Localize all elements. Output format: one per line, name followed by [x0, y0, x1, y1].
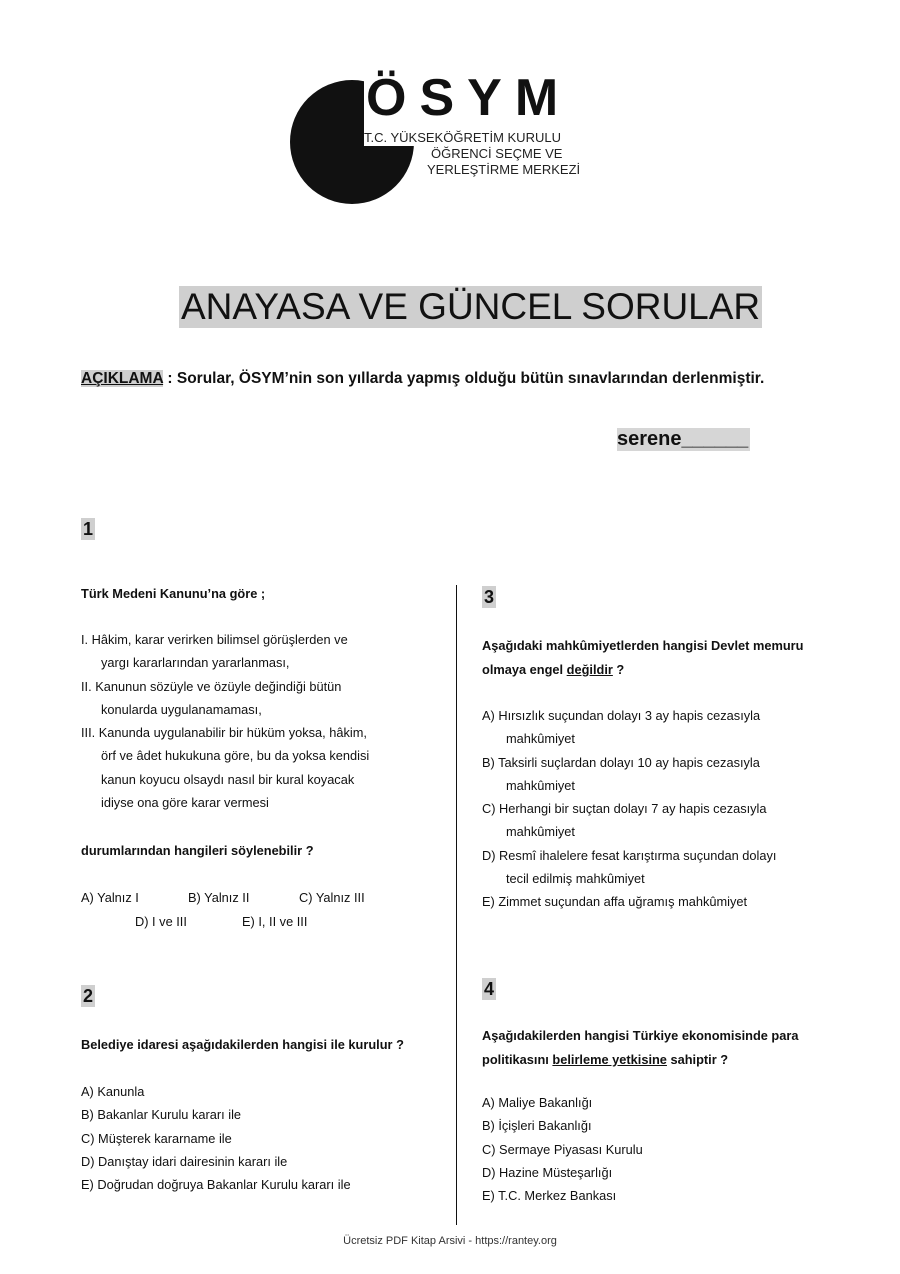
q2-option-d: D) Danıştay idari dairesinin kararı ile: [81, 1153, 288, 1169]
osym-logo: [288, 69, 618, 209]
explanation-label: AÇIKLAMA: [81, 370, 164, 387]
explanation-text: : Sorular, ÖSYM’nin son yıllarda yapmış olduğu bütün sınavlarından derlenmiştir.: [163, 370, 765, 387]
q1-item-line: III. Kanunda uygulanabilir bir hüküm yoksa, hâkim,: [81, 725, 367, 741]
question-number-2: 2: [83, 986, 94, 1006]
question-2-stem: Belediye idaresi aşağıdakilerden hangisi ile kurulur ?: [81, 1037, 404, 1052]
q1-item-line: örf ve âdet hukukuna göre, bu da yoksa kendisi: [101, 748, 370, 764]
explanation: [81, 370, 764, 388]
question-1-prompt: durumlarından hangileri söylenebilir ?: [81, 843, 314, 858]
q1-option-c: C) Yalnız III: [299, 890, 365, 905]
q3-option-line: E) Zimmet suçundan affa uğramış mahkûmiyet: [482, 894, 748, 910]
q3-option-line: D) Resmî ihalelere fesat karıştırma suçundan dolayı: [482, 847, 777, 863]
question-number-4: 4: [484, 979, 495, 999]
q3-option-line: mahkûmiyet: [506, 824, 575, 840]
q3-option-line: mahkûmiyet: [506, 731, 575, 747]
q2-option-c: C) Müşterek kararname ile: [81, 1130, 232, 1146]
question-1-stem: Türk Medeni Kanunu’na göre ;: [81, 586, 266, 601]
logo-line-3: YERLEŞTİRME MERKEZİ: [427, 162, 581, 177]
q4-stem-emphasis: belirleme yetkisine: [552, 1052, 667, 1067]
q1-item-line: konularda uygulanamaması,: [101, 701, 262, 717]
q3-stem-emphasis: değildir: [566, 662, 613, 677]
question-4-stem: [482, 1024, 844, 1072]
question-3-stem: [482, 634, 844, 682]
q1-item-line: II. Kanunun sözüyle ve özüyle değindiği bütün: [81, 678, 342, 694]
footer-text: Ücretsiz PDF Kitap Arsivi - https://rantey.org: [343, 1235, 557, 1247]
q3-option-line: B) Taksirli suçlardan dolayı 10 ay hapis cezasıyla: [482, 754, 760, 770]
q3-stem-pre: olmaya engel: [482, 662, 567, 677]
q3-option-line: C) Herhangi bir suçtan dolayı 7 ay hapis cezasıyla: [482, 801, 767, 817]
q1-option-b: B) Yalnız II: [188, 890, 250, 905]
q4-stem-post: sahiptir ?: [666, 1052, 729, 1067]
question-2-options: [81, 1080, 351, 1196]
q1-item-line: idiyse ona göre karar vermesi: [101, 795, 269, 811]
q3-stem-line-2: [482, 658, 844, 682]
column-divider: [456, 585, 457, 1225]
author-tag: serene______: [617, 428, 749, 450]
question-number-3: 3: [484, 587, 495, 607]
q1-item-line: I. Hâkim, karar verirken bilimsel görüşlerden ve: [81, 632, 348, 647]
logo-brand: ÖSYM: [366, 69, 572, 127]
q1-option-d: D) I ve III: [135, 914, 187, 929]
q4-option-e: E) T.C. Merkez Bankası: [482, 1188, 617, 1204]
question-number-1: 1: [83, 519, 94, 539]
q1-item-line: yargı kararlarından yararlanması,: [101, 655, 290, 671]
q3-option-line: mahkûmiyet: [506, 777, 575, 793]
q4-option-a: A) Maliye Bakanlığı: [482, 1095, 593, 1110]
q4-stem-pre: politikasını: [482, 1052, 553, 1067]
q4-option-d: D) Hazine Müsteşarlığı: [482, 1164, 613, 1180]
q1-item-line: kanun koyucu olsaydı nasıl bir kural koyacak: [101, 771, 355, 787]
question-4-options: [482, 1091, 643, 1207]
q4-stem-line-2: [482, 1048, 844, 1072]
logo-line-2: ÖĞRENCİ SEÇME VE: [431, 146, 563, 161]
q2-option-a: A) Kanunla: [81, 1084, 145, 1099]
q2-option-b: B) Bakanlar Kurulu kararı ile: [81, 1107, 242, 1123]
question-1-items: [81, 628, 369, 814]
q3-option-line: A) Hırsızlık suçundan dolayı 3 ay hapis cezasıyla: [482, 708, 761, 723]
q4-stem-line-1: Aşağıdakilerden hangisi Türkiye ekonomisinde para: [482, 1028, 799, 1043]
q3-stem-post: ?: [612, 662, 625, 677]
q2-option-e: E) Doğrudan doğruya Bakanlar Kurulu kararı ile: [81, 1177, 351, 1193]
q4-option-b: B) İçişleri Bakanlığı: [482, 1118, 592, 1134]
logo-line-1: T.C. YÜKSEKÖĞRETİM KURULU: [364, 130, 561, 145]
q1-option-e: E) I, II ve III: [242, 914, 308, 929]
q1-option-a: A) Yalnız I: [81, 890, 139, 905]
question-3-options: [482, 704, 776, 914]
q3-stem-line-1: Aşağıdaki mahkûmiyetlerden hangisi Devlet memuru: [482, 638, 804, 653]
page-title: ANAYASA VE GÜNCEL SORULAR: [181, 286, 761, 327]
q3-option-line: tecil edilmiş mahkûmiyet: [506, 871, 645, 887]
q4-option-c: C) Sermaye Piyasası Kurulu: [482, 1141, 643, 1157]
